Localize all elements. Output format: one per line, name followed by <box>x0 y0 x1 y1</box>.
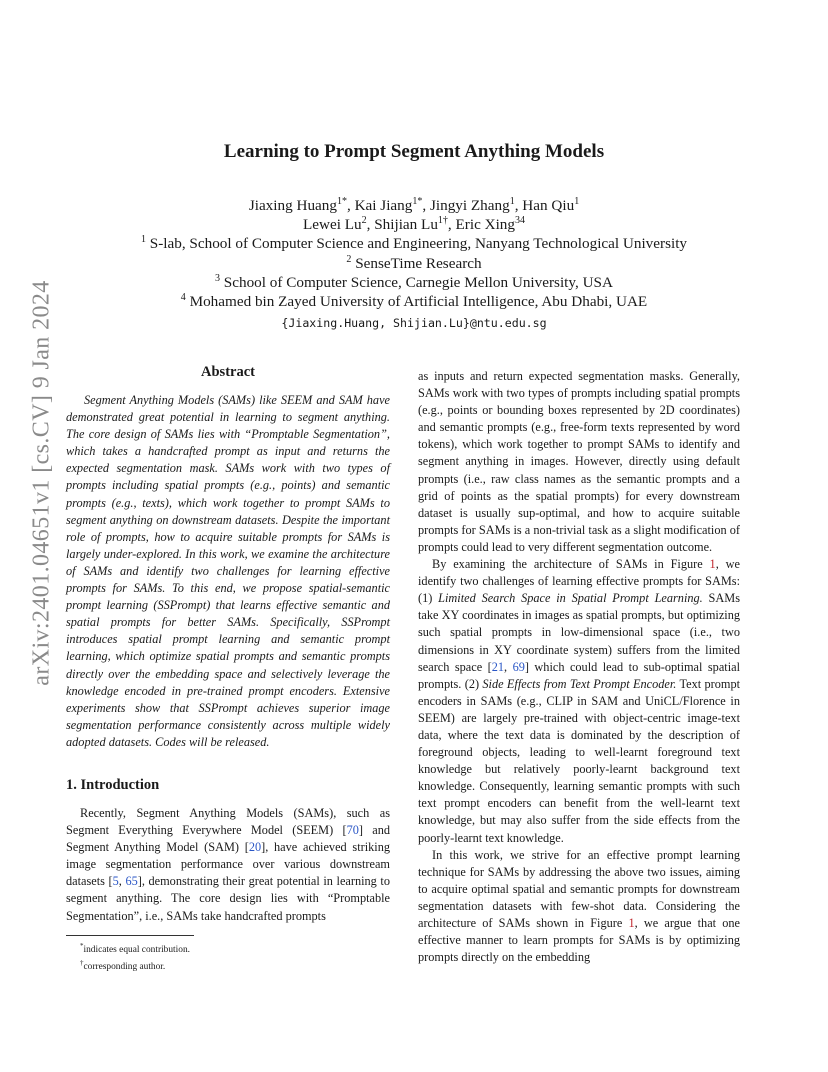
author-name: Lewei Lu <box>303 216 362 234</box>
citation-link[interactable]: 5 <box>112 874 119 889</box>
right-paragraph-3: In this work, we strive for an effective prompt learning technique for SAMs by addressing the above two issues, aiming to acquire optimal spatial and semantic prompts for downstream segmentation datasets with few-shot data. Considering the architecture of SAMs shown in Figure 1, we argue that one effective manner to learn prompts for SAMs is by optimizing prompts directly on the embedding <box>418 847 740 965</box>
right-paragraph-1: as inputs and return expected segmentation masks. Generally, SAMs work with two types of prompts including spatial prompts (e.g., points or bounding boxes represented by 2D coordinates) and semantic prompts (e.g., free-form texts represented by word tokens), which work together to prompt SAMs to identify and segment anything in images. However, directly using default prompts (i.e., raw class names as the semantic prompts and a grid of points as the spatial prompts) for every downstream dataset is usually sup-optimal, and how to acquire suitable prompts for SAMs is a non-trivial task as a slight modification of prompts could lead to very different segmentation outcome. <box>418 369 740 554</box>
affiliation-text: SenseTime Research <box>355 254 482 272</box>
affiliation <box>0 234 828 253</box>
figure-link[interactable]: 1 <box>628 916 635 930</box>
author-email: {Jiaxing.Huang, Shijian.Lu}@ntu.edu.sg <box>281 316 547 331</box>
author-sup: 1† <box>437 215 448 227</box>
right-column <box>418 368 740 966</box>
affiliation-sup: 1 <box>140 234 146 246</box>
author-sup: 34 <box>514 215 525 227</box>
citation-link[interactable]: 69 <box>512 659 525 674</box>
affiliation-sup: 3 <box>215 272 220 284</box>
citation-link[interactable]: 21 <box>491 659 505 674</box>
author-name: Jingyi Zhang <box>429 197 510 214</box>
abstract-heading: Abstract <box>201 364 255 380</box>
author-sup: 1 <box>509 195 515 207</box>
footnote: *indicates equal contribution. <box>80 942 190 956</box>
citation-link[interactable]: 70 <box>346 823 359 838</box>
author-sup: 1 <box>574 195 580 207</box>
author-line-1: Jiaxing Huang$^{1*}$, Kai Jiang$^{1*}$, Jingyi Zhang$^1$, Han Qiu$^1$ <box>248 195 580 214</box>
author-block <box>0 196 828 333</box>
left-column <box>66 362 390 925</box>
author-name: Han Qiu <box>522 197 575 214</box>
arxiv-sidebar <box>20 280 64 686</box>
paper-title: Learning to Prompt Segment Anything Models <box>223 141 605 162</box>
figure-link[interactable]: 1 <box>709 557 716 572</box>
author-line-2: Lewei Lu$^2$, Shijian $Lu^{1\dagger}$, Eric Xing$^{34}$ <box>303 215 525 234</box>
footnote: †corresponding author. <box>80 959 166 973</box>
citation-link[interactable]: 20 <box>248 840 262 855</box>
arxiv-identifier: arXiv:2401.04651v1 [cs.CV] 9 Jan 2024 <box>28 280 55 686</box>
affiliation-text: School of Computer Science, Carnegie Mellon University, USA <box>223 273 613 291</box>
affiliation-text: Mohamed bin Zayed University of Artificial Intelligence, Abu Dhabi, UAE <box>189 293 648 311</box>
author-name: Kai Jiang <box>354 197 413 214</box>
author-name: Jiaxing Huang <box>248 197 337 214</box>
author-sup: 1* <box>336 195 347 207</box>
footnote-divider <box>66 935 194 936</box>
author-sup: 2 <box>361 215 367 227</box>
author-name: Shijian Lu <box>374 216 438 234</box>
affiliation <box>0 273 828 292</box>
footnotes <box>80 940 190 974</box>
author-sup: 1* <box>412 195 423 207</box>
affiliation-sup: 2 <box>346 253 352 265</box>
right-paragraph-2: By examining the architecture of SAMs in Figure 1, we identify two challenges of learning effective prompts for SAMs: (1) Limited Search Space in Spatial Prompt Learning. SAMs take XY coordinates in images as spatial prompts, but optimizing such spatial prompts in low-dimensional space (i.e., two dimensions in XY coordinate system) suffers from the limited search space [21, 69] which could lead to sub-optimal spatial prompts. (2) Side Effects from Text Prompt Encoder. Text prompt encoders in SAMs (e.g., CLIP in SAM and UniCL/Florence in SEEM) are largely pre-trained with object-centric image-text data, where the text data is dominated by the description of foreground objects, leading to well-learnt foreground text knowledge but relatively poorly-learnt background text knowledge. Consequently, learning semantic prompts with such text prompt encoders can benefit from the well-learnt text knowledge, but may also suffer from the side effects from the poorly-learnt text knowledge. <box>418 557 741 845</box>
intro-paragraph: Recently, Segment Anything Models (SAMs), such as Segment Everything Everywhere Model (SEEM) [70] and Segment Anything Model (SAM) [20], have achieved striking image segmentation performance over various downstream datasets [5, 65], demonstrating their great potential in learning to segment anything. The core design lies with “Promptable Segmentation”, i.e., SAMs take handcrafted prompts <box>66 805 391 923</box>
affiliation <box>0 254 828 273</box>
affiliation <box>0 292 828 311</box>
author-name: Eric Xing <box>455 216 515 234</box>
affiliation-sup: 4 <box>180 291 186 303</box>
affiliation-text: S-lab, School of Computer Science and Engineering, Nanyang Technological University <box>149 235 688 253</box>
citation-link[interactable]: 65 <box>125 874 138 889</box>
abstract-text: Segment Anything Models (SAMs) like SEEM and SAM have demonstrated great potential in learning to segment anything. The core design of SAMs lies with “Promptable Segmentation”, which takes a handcrafted prompt as input and returns the expected segmentation mask. SAMs work with two types of prompts including spatial prompts (e.g., points) and semantic prompts (e.g., texts), which work together to prompt SAMs to segment anything on downstream datasets. Despite the important role of prompts, how to acquire suitable prompts for SAMs is largely under-explored. In this work, we examine the architecture of SAMs and identify two challenges for learning effective prompts for SAMs. To this end, we propose spatial-semantic prompt learning (SSPrompt) that learns effective semantic and spatial prompts for better SAMs. Specifically, SSPrompt introduces spatial prompt learning and semantic prompt learning, which optimize spatial prompts and semantic prompts directly over the embedding space and selectively leverage the knowledge encoded in pre-trained prompt encoders. Extensive experiments show that SSPrompt achieves superior image segmentation performance consistently across multiple widely adopted datasets. Codes will be released. <box>66 393 390 749</box>
section-heading-introduction: 1. Introduction <box>66 776 160 793</box>
